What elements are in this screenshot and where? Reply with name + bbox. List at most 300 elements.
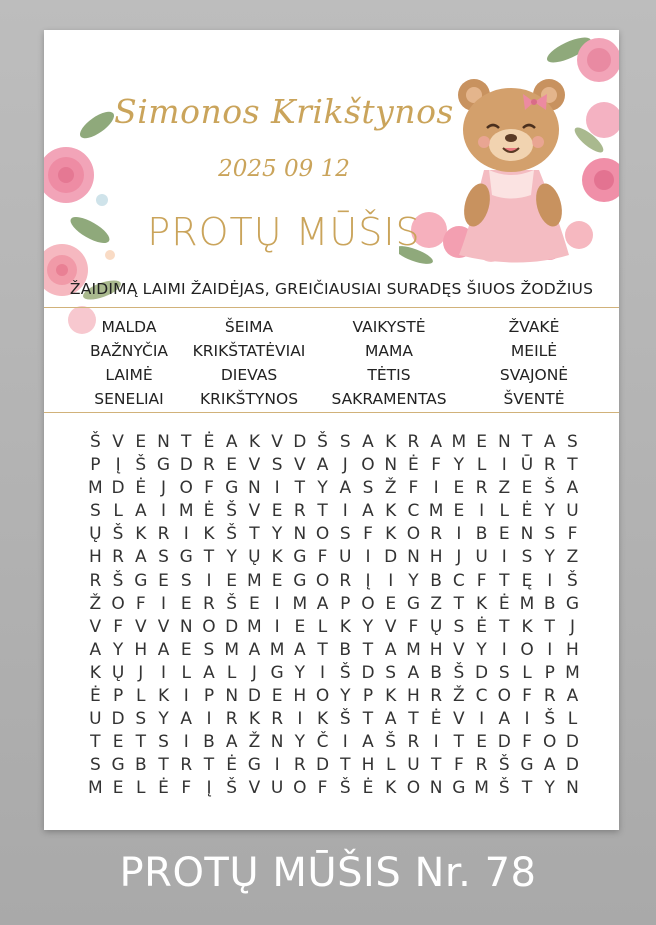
grid-letter: A <box>407 662 420 683</box>
word-list-item: KRIKŠTATĖVIAI <box>192 342 306 360</box>
grid-letter: O <box>406 524 421 545</box>
grid-letter: S <box>385 662 397 683</box>
grid-letter: R <box>203 455 215 476</box>
grid-letter: Y <box>408 570 419 591</box>
grid-letter: R <box>203 593 215 614</box>
grid-letter: T <box>362 709 374 730</box>
grid-letter: K <box>385 432 397 452</box>
grid-letter: E <box>158 570 169 591</box>
grid-letter: K <box>271 547 283 568</box>
game-title: PROTŲ MŪŠIS <box>147 210 421 254</box>
grid-letter: I <box>433 478 439 499</box>
grid-letter: Ž <box>384 478 397 499</box>
grid-letter: G <box>406 593 421 614</box>
word-list-item: SAKRAMENTAS <box>331 390 447 408</box>
grid-letter: U <box>270 778 284 799</box>
grid-letter: Š <box>226 524 238 545</box>
grid-letter: L <box>136 778 146 799</box>
grid-letter: U <box>407 755 420 776</box>
grid-letter: G <box>225 478 239 499</box>
grid-letter: N <box>270 732 284 753</box>
grid-letter: G <box>293 570 307 591</box>
grid-letter: I <box>161 662 167 683</box>
grid-letter: A <box>248 639 261 660</box>
grid-letter: G <box>520 755 534 776</box>
grid-letter: Y <box>158 709 169 730</box>
grid-letter: K <box>476 593 488 614</box>
puzzle-number-caption: PROTŲ MŪŠIS Nr. 78 <box>119 850 537 896</box>
grid-letter: V <box>271 432 283 452</box>
grid-letter: Ė <box>203 432 215 452</box>
grid-letter: O <box>111 593 125 614</box>
grid-letter: I <box>433 732 439 753</box>
grid-letter: Š <box>544 478 556 499</box>
grid-letter: L <box>385 755 396 776</box>
grid-letter: B <box>430 570 442 591</box>
grid-letter: N <box>225 686 239 707</box>
grid-letter: Š <box>385 732 397 753</box>
grid-letter: K <box>521 616 533 637</box>
grid-letter: F <box>522 686 532 707</box>
grid-letter: A <box>362 432 374 452</box>
grid-letter: T <box>430 755 442 776</box>
grid-letter: N <box>407 547 420 568</box>
grid-letter: I <box>501 547 507 568</box>
grid-letter: H <box>429 639 443 660</box>
grid-letter: R <box>407 732 420 753</box>
grid-letter: Y <box>476 639 487 660</box>
grid-letter: Y <box>294 662 306 683</box>
grid-letter: E <box>271 570 283 591</box>
grid-letter: N <box>248 478 261 499</box>
grid-letter: N <box>384 455 398 476</box>
grid-letter: S <box>498 662 510 683</box>
grid-letter: D <box>475 662 489 683</box>
grid-letter: Ė <box>203 501 215 522</box>
grid-letter: K <box>157 686 170 707</box>
grid-letter: E <box>521 478 533 499</box>
grid-letter: Č <box>316 732 329 753</box>
grid-letter: D <box>179 455 193 476</box>
grid-letter: D <box>225 616 239 637</box>
grid-letter: H <box>361 755 375 776</box>
grid-letter: L <box>522 662 532 683</box>
grid-letter: Ų <box>89 524 102 545</box>
grid-letter: Ė <box>521 501 533 522</box>
grid-letter: T <box>90 732 101 753</box>
grid-letter: Š <box>567 570 578 591</box>
grid-letter: O <box>497 686 511 707</box>
grid-letter: R <box>157 524 170 545</box>
grid-letter: R <box>112 547 124 568</box>
grid-letter: T <box>317 501 328 522</box>
grid-letter: I <box>342 501 348 522</box>
grid-letter: T <box>340 755 351 776</box>
grid-letter: E <box>476 432 487 452</box>
divider-bottom <box>44 412 619 413</box>
grid-letter: I <box>547 639 553 660</box>
grid-letter: G <box>452 778 466 799</box>
grid-letter: V <box>112 432 124 452</box>
grid-letter: S <box>453 616 465 637</box>
grid-letter: P <box>340 593 351 614</box>
grid-letter: E <box>498 524 510 545</box>
grid-letter: E <box>112 778 124 799</box>
grid-letter: T <box>249 524 260 545</box>
grid-letter: A <box>180 709 193 730</box>
grid-letter: R <box>430 686 443 707</box>
grid-letter: I <box>320 662 326 683</box>
grid-letter: I <box>456 524 462 545</box>
grid-letter: I <box>547 570 553 591</box>
grid-letter: Ę <box>521 570 533 591</box>
grid-letter: S <box>339 524 351 545</box>
word-list-item: SVAJONĖ <box>499 366 569 384</box>
grid-letter: B <box>430 662 442 683</box>
grid-letter: T <box>203 755 215 776</box>
grid-letter: Ų <box>248 547 261 568</box>
grid-letter: G <box>247 755 261 776</box>
grid-letter: T <box>521 778 533 799</box>
grid-letter: F <box>522 732 532 753</box>
grid-letter: L <box>136 686 146 707</box>
grid-letter: B <box>339 639 352 660</box>
grid-letter: Ų <box>429 616 443 637</box>
grid-letter: E <box>271 686 283 707</box>
grid-letter: K <box>89 662 101 683</box>
grid-letter: R <box>475 755 488 776</box>
grid-letter: Y <box>362 616 374 637</box>
grid-letter: Š <box>453 662 465 683</box>
grid-letter: O <box>293 778 307 799</box>
grid-letter: Š <box>498 778 510 799</box>
grid-letter: G <box>156 455 171 476</box>
grid-letter: H <box>429 547 443 568</box>
grid-letter: V <box>384 616 397 637</box>
grid-letter: A <box>498 709 511 730</box>
word-list-item: VAIKYSTĖ <box>352 318 426 336</box>
grid-letter: Y <box>544 778 555 799</box>
grid-letter: I <box>365 547 371 568</box>
grid-letter: N <box>497 432 511 452</box>
grid-letter: D <box>247 686 261 707</box>
grid-letter: F <box>408 478 419 499</box>
grid-letter: B <box>203 732 215 753</box>
grid-letter: A <box>362 732 374 753</box>
grid-letter: O <box>315 524 330 545</box>
grid-letter: Ž <box>248 732 261 753</box>
grid-letter: T <box>453 732 465 753</box>
grid-letter: T <box>544 616 555 637</box>
grid-letter: U <box>339 547 352 568</box>
grid-letter: T <box>158 755 169 776</box>
grid-letter: V <box>157 616 170 637</box>
grid-letter: L <box>567 709 578 730</box>
grid-letter: S <box>203 639 215 660</box>
grid-letter: R <box>293 501 306 522</box>
grid-letter: U <box>89 709 102 730</box>
word-list-item: DIEVAS <box>220 366 278 384</box>
grid-letter: I <box>479 709 485 730</box>
grid-letter: Š <box>339 709 351 730</box>
grid-letter: R <box>475 478 488 499</box>
grid-letter: V <box>248 501 261 522</box>
grid-letter: Z <box>498 478 511 499</box>
grid-letter: L <box>499 501 510 522</box>
grid-letter: M <box>247 570 262 591</box>
grid-letter: S <box>180 570 192 591</box>
grid-letter: M <box>428 501 444 522</box>
grid-letter: M <box>519 593 535 614</box>
grid-letter: H <box>566 639 579 660</box>
grid-letter: L <box>476 455 487 476</box>
grid-letter: O <box>361 593 375 614</box>
grid-letter: Z <box>566 547 579 568</box>
grid-letter: Š <box>544 709 556 730</box>
grid-letter: L <box>226 662 237 683</box>
grid-letter: E <box>453 501 465 522</box>
grid-letter: K <box>248 432 260 452</box>
grid-letter: E <box>294 616 306 637</box>
grid-letter: E <box>180 593 192 614</box>
word-list-item: LAIMĖ <box>105 366 153 384</box>
grid-letter: Ė <box>158 778 169 799</box>
grid-letter: Š <box>226 501 238 522</box>
grid-letter: M <box>451 432 467 452</box>
grid-letter: Š <box>226 593 238 614</box>
teddy-bear-illustration <box>399 30 619 300</box>
grid-letter: I <box>388 570 394 591</box>
grid-letter: I <box>501 455 507 476</box>
grid-letter: H <box>407 686 420 707</box>
grid-letter: G <box>293 547 307 568</box>
grid-letter: A <box>316 593 329 614</box>
grid-letter: Y <box>453 455 465 476</box>
grid-letter: C <box>452 570 465 591</box>
grid-letter: M <box>224 639 239 660</box>
grid-letter: U <box>475 547 488 568</box>
grid-letter: I <box>274 478 280 499</box>
grid-letter: N <box>566 778 579 799</box>
grid-letter: Ž <box>453 686 465 707</box>
grid-letter: Į <box>115 455 121 476</box>
grid-letter: F <box>453 755 464 776</box>
grid-letter: F <box>181 778 192 799</box>
grid-letter: I <box>297 709 303 730</box>
grid-letter: H <box>293 686 307 707</box>
word-list-item: MAMA <box>365 342 413 360</box>
grid-letter: B <box>543 593 556 614</box>
grid-letter: A <box>294 639 306 660</box>
grid-letter: O <box>520 639 534 660</box>
grid-letter: Ų <box>111 662 125 683</box>
grid-letter: F <box>204 478 214 499</box>
grid-letter: Ė <box>89 686 101 707</box>
grid-letter: H <box>134 639 148 660</box>
grid-letter: A <box>157 639 170 660</box>
grid-letter: B <box>475 524 488 545</box>
grid-letter: A <box>362 501 374 522</box>
grid-letter: Ž <box>89 593 102 614</box>
grid-letter: N <box>179 616 193 637</box>
grid-letter: U <box>566 501 579 522</box>
grid-letter: I <box>161 501 167 522</box>
grid-letter: R <box>293 755 306 776</box>
grid-letter: T <box>453 593 465 614</box>
grid-letter: E <box>226 570 238 591</box>
grid-letter: Ė <box>476 616 487 637</box>
grid-letter: N <box>157 432 170 452</box>
grid-letter: Š <box>498 755 510 776</box>
grid-letter: D <box>361 662 375 683</box>
grid-letter: D <box>384 547 398 568</box>
grid-letter: N <box>520 524 534 545</box>
grid-letter: P <box>90 455 101 476</box>
grid-letter: K <box>339 616 351 637</box>
grid-letter: K <box>385 524 397 545</box>
grid-letter: I <box>206 709 212 730</box>
grid-letter: Š <box>112 524 124 545</box>
grid-letter: M <box>178 501 194 522</box>
grid-letter: Ė <box>408 455 419 476</box>
grid-letter: J <box>251 662 257 683</box>
grid-letter: A <box>225 732 238 753</box>
grid-letter: T <box>362 639 374 660</box>
grid-letter: P <box>203 686 215 707</box>
word-list-item: BAŽNYČIA <box>89 342 169 360</box>
grid-letter: T <box>567 455 578 476</box>
word-list-item: ŠVENTĖ <box>503 390 565 408</box>
grid-letter: T <box>499 616 510 637</box>
grid-letter: N <box>429 778 443 799</box>
grid-letter: D <box>565 732 579 753</box>
grid-letter: R <box>543 455 556 476</box>
event-date: 2025 09 12 <box>218 156 350 182</box>
grid-letter: Š <box>317 432 328 452</box>
grid-letter: A <box>543 432 556 452</box>
grid-letter: F <box>113 616 123 637</box>
grid-letter: Ū <box>520 455 534 476</box>
grid-letter: A <box>430 432 442 452</box>
grid-letter: O <box>315 686 330 707</box>
grid-letter: Y <box>340 686 351 707</box>
grid-letter: S <box>158 547 169 568</box>
grid-letter: Į <box>206 778 212 799</box>
grid-letter: F <box>476 570 487 591</box>
grid-letter: N <box>293 524 307 545</box>
grid-letter: M <box>406 639 421 660</box>
grid-letter: E <box>112 732 124 753</box>
grid-letter: M <box>247 616 262 637</box>
grid-letter: Š <box>339 662 351 683</box>
grid-letter: V <box>294 455 306 476</box>
grid-letter: R <box>543 686 556 707</box>
grid-letter: S <box>544 524 556 545</box>
grid-letter: R <box>89 570 102 591</box>
grid-letter: G <box>134 570 148 591</box>
grid-letter: F <box>135 593 146 614</box>
grid-letter: I <box>161 593 167 614</box>
grid-letter: Y <box>112 639 124 660</box>
divider-top <box>44 307 619 308</box>
grid-letter: M <box>565 662 580 683</box>
grid-letter: S <box>89 501 101 522</box>
grid-letter: K <box>385 501 397 522</box>
grid-letter: Š <box>226 778 238 799</box>
grid-letter: P <box>362 686 374 707</box>
grid-letter: A <box>543 755 556 776</box>
grid-letter: I <box>479 501 485 522</box>
grid-letter: A <box>316 455 329 476</box>
grid-letter: J <box>569 616 575 637</box>
instruction-text: ŽAIDIMĄ LAIMI ŽAIDĖJAS, GREIČIAUSIAI SURADĘS ŠIUOS ŽODŽIUS <box>69 280 594 298</box>
grid-letter: O <box>543 732 557 753</box>
grid-letter: O <box>315 570 330 591</box>
grid-letter: E <box>271 501 283 522</box>
grid-letter: V <box>89 616 102 637</box>
grid-letter: M <box>88 478 103 499</box>
grid-letter: E <box>385 593 397 614</box>
grid-letter: S <box>339 432 351 452</box>
grid-letter: E <box>135 432 147 452</box>
grid-letter: A <box>566 686 579 707</box>
grid-letter: Š <box>339 778 351 799</box>
word-list-item: KRIKŠTYNOS <box>199 390 299 408</box>
grid-letter: Y <box>317 478 328 499</box>
grid-letter: I <box>274 593 280 614</box>
grid-letter: V <box>134 616 147 637</box>
grid-letter: E <box>453 478 465 499</box>
grid-letter: V <box>248 455 261 476</box>
puzzle-card <box>44 30 619 830</box>
grid-letter: O <box>202 616 216 637</box>
grid-letter: T <box>408 709 419 730</box>
word-list <box>74 316 604 410</box>
grid-letter: D <box>293 432 307 452</box>
grid-letter: G <box>270 662 284 683</box>
grid-letter: H <box>88 547 102 568</box>
grid-letter: Ė <box>135 478 147 499</box>
grid-letter: I <box>501 639 507 660</box>
grid-letter: J <box>138 662 144 683</box>
grid-letter: Š <box>89 432 101 452</box>
grid-letter: I <box>183 732 189 753</box>
grid-letter: V <box>453 639 465 660</box>
grid-letter: J <box>342 455 348 476</box>
grid-letter: Ė <box>430 709 442 730</box>
grid-letter: L <box>113 501 123 522</box>
grid-letter: P <box>112 686 124 707</box>
grid-letter: A <box>134 501 147 522</box>
grid-letter: A <box>203 662 215 683</box>
grid-letter: J <box>161 478 167 499</box>
grid-letter: I <box>274 616 280 637</box>
grid-letter: Š <box>112 570 124 591</box>
grid-letter: Š <box>135 455 147 476</box>
grid-letter: S <box>567 432 578 452</box>
grid-letter: T <box>317 639 328 660</box>
word-list-item: TĖTIS <box>367 366 411 384</box>
grid-letter: F <box>408 616 419 637</box>
grid-letter: M <box>292 593 308 614</box>
grid-letter: R <box>339 570 352 591</box>
grid-letter: A <box>89 639 102 660</box>
grid-letter: K <box>385 686 397 707</box>
grid-letter: D <box>316 755 330 776</box>
grid-letter: Ė <box>226 755 238 776</box>
grid-letter: T <box>135 732 146 753</box>
grid-letter: D <box>111 709 125 730</box>
